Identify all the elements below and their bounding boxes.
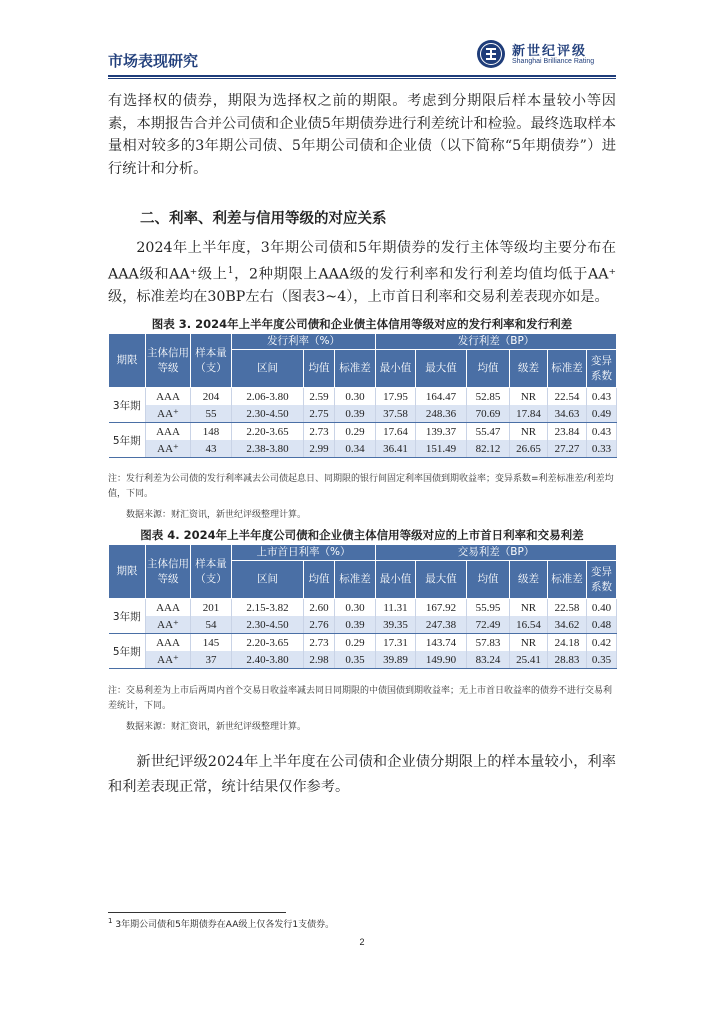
table3-note: 注：发行利差为公司债的发行利率减去公司债起息日、同期限的银行间固定利率国债到期收益率；变异系数=利差标准差/利差均值，下同。 xyxy=(108,474,614,499)
footnote-divider xyxy=(108,912,286,913)
page-header xyxy=(108,38,616,74)
table4-grade-header: 主体信用等级 xyxy=(146,545,191,599)
intro-paragraph: 有选择权的债券，期限为选择权之前的期限。考虑到分期限后样本量较小等因素，本期报告合并公司债和企业债5年期债券进行利差统计和检验。最终选取样本量相对较多的3年期公司债、5年期公司债和企业债（以下简称“5年期债券”）进行统计和分析。 xyxy=(108,93,616,177)
table4-spread-std-cell: 28.83 xyxy=(548,651,587,669)
table3-grade-cell: AA⁺ xyxy=(146,405,191,423)
table4-grade-diff-cell: 16.54 xyxy=(510,616,548,634)
table3-period-cell: 3年期 xyxy=(109,388,146,423)
rating-paragraph-part1: 2024年上半年度，3年期公司债和5年期债券的发行主体等级均主要分布在AAA级和AA⁺级上 xyxy=(108,240,616,283)
table3-min-cell: 36.41 xyxy=(376,440,416,458)
table4-spread-std-header: 标准差 xyxy=(548,561,587,599)
table3-sample-cell: 204 xyxy=(191,388,232,406)
table4-cv-header: 变异系数 xyxy=(587,561,617,599)
table3-spread-std-header: 标准差 xyxy=(548,350,587,388)
table3-spread-mean-cell: 52.85 xyxy=(467,388,510,406)
table3-min-header: 最小值 xyxy=(376,350,416,388)
table4-min-cell: 39.35 xyxy=(376,616,416,634)
table4-cv-cell: 0.40 xyxy=(587,599,617,617)
table3-spread-mean-cell: 55.47 xyxy=(467,423,510,441)
table3-sample-header: 样本量（支） xyxy=(191,334,232,388)
table3-spread-group-header: 发行利差（BP） xyxy=(376,334,617,350)
table3-grade-diff-cell: 17.84 xyxy=(510,405,548,423)
table3-grade-diff-cell: NR xyxy=(510,423,548,441)
footnote-number: 1 xyxy=(108,917,113,925)
table3-max-header: 最大值 xyxy=(416,350,467,388)
table4-std-header: 标准差 xyxy=(335,561,376,599)
table4-range-cell: 2.30-4.50 xyxy=(232,616,304,634)
table3-mean-header: 均值 xyxy=(304,350,335,388)
table3-sample-cell: 55 xyxy=(191,405,232,423)
table3-grade-cell: AAA xyxy=(146,423,191,441)
logo-seal-icon xyxy=(476,39,506,69)
table4-spread-mean-cell: 55.95 xyxy=(467,599,510,617)
table3-grade-diff-header: 级差 xyxy=(510,350,548,388)
table3-spread-mean-header: 均值 xyxy=(467,350,510,388)
footnote-ref: 1 xyxy=(227,265,234,276)
table4-grade-diff-cell: NR xyxy=(510,634,548,652)
table3-min-cell: 17.95 xyxy=(376,388,416,406)
table3-spread-mean-cell: 70.69 xyxy=(467,405,510,423)
table4-cv-cell: 0.42 xyxy=(587,634,617,652)
table4-spread-mean-cell: 83.24 xyxy=(467,651,510,669)
logo-chinese-name: 新世纪评级 xyxy=(512,44,588,59)
table3-mean-cell: 2.73 xyxy=(304,423,335,441)
table4-std-cell: 0.29 xyxy=(335,634,376,652)
table4-range-cell: 2.15-3.82 xyxy=(232,599,304,617)
table4-std-cell: 0.30 xyxy=(335,599,376,617)
table4-caption: 图表 4. 2024年上半年度公司债和企业债主体信用等级对应的上市首日利率和交易利差 xyxy=(140,528,584,542)
table4-sample-cell: 201 xyxy=(191,599,232,617)
table4-grade-cell: AAA xyxy=(146,634,191,652)
table3-std-header: 标准差 xyxy=(335,350,376,388)
table3 xyxy=(108,333,617,458)
table3-cv-cell: 0.43 xyxy=(587,388,617,406)
table3-grade-diff-cell: 26.65 xyxy=(510,440,548,458)
table4-max-cell: 167.92 xyxy=(416,599,467,617)
table3-range-cell: 2.20-3.65 xyxy=(232,423,304,441)
table3-max-cell: 139.37 xyxy=(416,423,467,441)
table3-grade-cell: AA⁺ xyxy=(146,440,191,458)
table4-mean-header: 均值 xyxy=(304,561,335,599)
table3-range-cell: 2.06-3.80 xyxy=(232,388,304,406)
table3-spread-std-cell: 23.84 xyxy=(548,423,587,441)
section-name: 市场表现研究 xyxy=(108,52,199,70)
table3-cv-cell: 0.33 xyxy=(587,440,617,458)
table3-range-cell: 2.38-3.80 xyxy=(232,440,304,458)
table4-min-cell: 39.89 xyxy=(376,651,416,669)
table4-period-cell: 5年期 xyxy=(109,634,146,669)
table4-note: 注：交易利差为上市后两周内首个交易日收益率减去同日同期限的中债国债到期收益率；无上市首日收益率的债券不进行交易利差统计，下同。 xyxy=(108,686,613,711)
table3-std-cell: 0.29 xyxy=(335,423,376,441)
table-row xyxy=(109,388,617,406)
table4-spread-std-cell: 22.58 xyxy=(548,599,587,617)
table3-spread-std-cell: 22.54 xyxy=(548,388,587,406)
table-row xyxy=(109,423,617,441)
table4-sample-header: 样本量（支） xyxy=(191,545,232,599)
table4-period-cell: 3年期 xyxy=(109,599,146,634)
table-row xyxy=(109,599,617,617)
table4-min-header: 最小值 xyxy=(376,561,416,599)
table3-std-cell: 0.39 xyxy=(335,405,376,423)
table3-max-cell: 164.47 xyxy=(416,388,467,406)
table3-caption: 图表 3. 2024年上半年度公司债和企业债主体信用等级对应的发行利率和发行利差 xyxy=(151,317,573,331)
table-row xyxy=(109,634,617,652)
table3-mean-cell: 2.75 xyxy=(304,405,335,423)
rating-paragraph xyxy=(108,237,616,308)
table3-source: 数据来源：财汇资讯，新世纪评级整理计算。 xyxy=(126,510,307,520)
table-row xyxy=(109,616,617,634)
table3-mean-cell: 2.59 xyxy=(304,388,335,406)
rating-paragraph-part2: ，2种期限上AAA级的发行利率和发行利差均值均低于AA⁺级，标准差均在30BP左右（图表3~4），上市首日利率和交易利差表现亦如是。 xyxy=(108,266,617,305)
table4-grade-cell: AA⁺ xyxy=(146,651,191,669)
table4-min-cell: 11.31 xyxy=(376,599,416,617)
table4-grade-cell: AAA xyxy=(146,599,191,617)
table4-range-cell: 2.20-3.65 xyxy=(232,634,304,652)
table3-spread-mean-cell: 82.12 xyxy=(467,440,510,458)
table4-max-header: 最大值 xyxy=(416,561,467,599)
table-row xyxy=(109,651,617,669)
closing-paragraph: 新世纪评级2024年上半年度在公司债和企业债分期限上的样本量较小，利率和利差表现正常，统计结果仅作参考。 xyxy=(108,754,616,795)
table3-min-cell: 17.64 xyxy=(376,423,416,441)
page-number: 2 xyxy=(359,937,365,947)
table4-mean-cell: 2.73 xyxy=(304,634,335,652)
table3-spread-std-cell: 34.63 xyxy=(548,405,587,423)
table4-max-cell: 149.90 xyxy=(416,651,467,669)
table4-max-cell: 143.74 xyxy=(416,634,467,652)
header-divider-thin xyxy=(108,78,616,79)
table4-spread-mean-cell: 72.49 xyxy=(467,616,510,634)
table3-rate-group-header: 发行利率（%） xyxy=(232,334,376,350)
table4-min-cell: 17.31 xyxy=(376,634,416,652)
table4-std-cell: 0.35 xyxy=(335,651,376,669)
table4-spread-mean-header: 均值 xyxy=(467,561,510,599)
table4-spread-group-header: 交易利差（BP） xyxy=(376,545,617,561)
table4-grade-diff-cell: 25.41 xyxy=(510,651,548,669)
table3-range-cell: 2.30-4.50 xyxy=(232,405,304,423)
section-heading: 二、利率、利差与信用等级的对应关系 xyxy=(140,211,387,227)
table3-grade-diff-cell: NR xyxy=(510,388,548,406)
footnote xyxy=(108,917,334,930)
table3-std-cell: 0.30 xyxy=(335,388,376,406)
table3-period-header: 期限 xyxy=(109,334,146,388)
table4-mean-cell: 2.98 xyxy=(304,651,335,669)
table4-range-cell: 2.40-3.80 xyxy=(232,651,304,669)
table4-cv-cell: 0.35 xyxy=(587,651,617,669)
table4-sample-cell: 54 xyxy=(191,616,232,634)
table3-max-cell: 248.36 xyxy=(416,405,467,423)
table4-grade-diff-header: 级差 xyxy=(510,561,548,599)
table3-std-cell: 0.34 xyxy=(335,440,376,458)
table4-period-header: 期限 xyxy=(109,545,146,599)
table3-cv-header: 变异系数 xyxy=(587,350,617,388)
table-row xyxy=(109,405,617,423)
table3-spread-std-cell: 27.27 xyxy=(548,440,587,458)
table4-source: 数据来源：财汇资讯，新世纪评级整理计算。 xyxy=(126,722,307,732)
logo-english-name: Shanghai Brilliance Rating xyxy=(512,58,595,65)
table3-cv-cell: 0.49 xyxy=(587,405,617,423)
table4-spread-mean-cell: 57.83 xyxy=(467,634,510,652)
table4 xyxy=(108,544,617,669)
table3-max-cell: 151.49 xyxy=(416,440,467,458)
table3-cv-cell: 0.43 xyxy=(587,423,617,441)
table4-cv-cell: 0.48 xyxy=(587,616,617,634)
table4-grade-diff-cell: NR xyxy=(510,599,548,617)
table3-sample-cell: 148 xyxy=(191,423,232,441)
table3-period-cell: 5年期 xyxy=(109,423,146,458)
table4-spread-std-cell: 34.62 xyxy=(548,616,587,634)
table3-sample-cell: 43 xyxy=(191,440,232,458)
table4-std-cell: 0.39 xyxy=(335,616,376,634)
header-divider xyxy=(108,75,616,77)
table3-grade-cell: AAA xyxy=(146,388,191,406)
table-row xyxy=(109,440,617,458)
table4-sample-cell: 145 xyxy=(191,634,232,652)
table3-mean-cell: 2.99 xyxy=(304,440,335,458)
table3-grade-header: 主体信用等级 xyxy=(146,334,191,388)
footnote-text: 3年期公司债和5年期债券在AA级上仅各发行1支债券。 xyxy=(115,920,335,930)
table4-sample-cell: 37 xyxy=(191,651,232,669)
table4-spread-std-cell: 24.18 xyxy=(548,634,587,652)
table4-mean-cell: 2.76 xyxy=(304,616,335,634)
table4-mean-cell: 2.60 xyxy=(304,599,335,617)
company-logo xyxy=(476,38,616,72)
table4-range-header: 区间 xyxy=(232,561,304,599)
table4-rate-group-header: 上市首日利率（%） xyxy=(232,545,376,561)
table4-grade-cell: AA⁺ xyxy=(146,616,191,634)
table3-min-cell: 37.58 xyxy=(376,405,416,423)
table4-max-cell: 247.38 xyxy=(416,616,467,634)
table3-range-header: 区间 xyxy=(232,350,304,388)
